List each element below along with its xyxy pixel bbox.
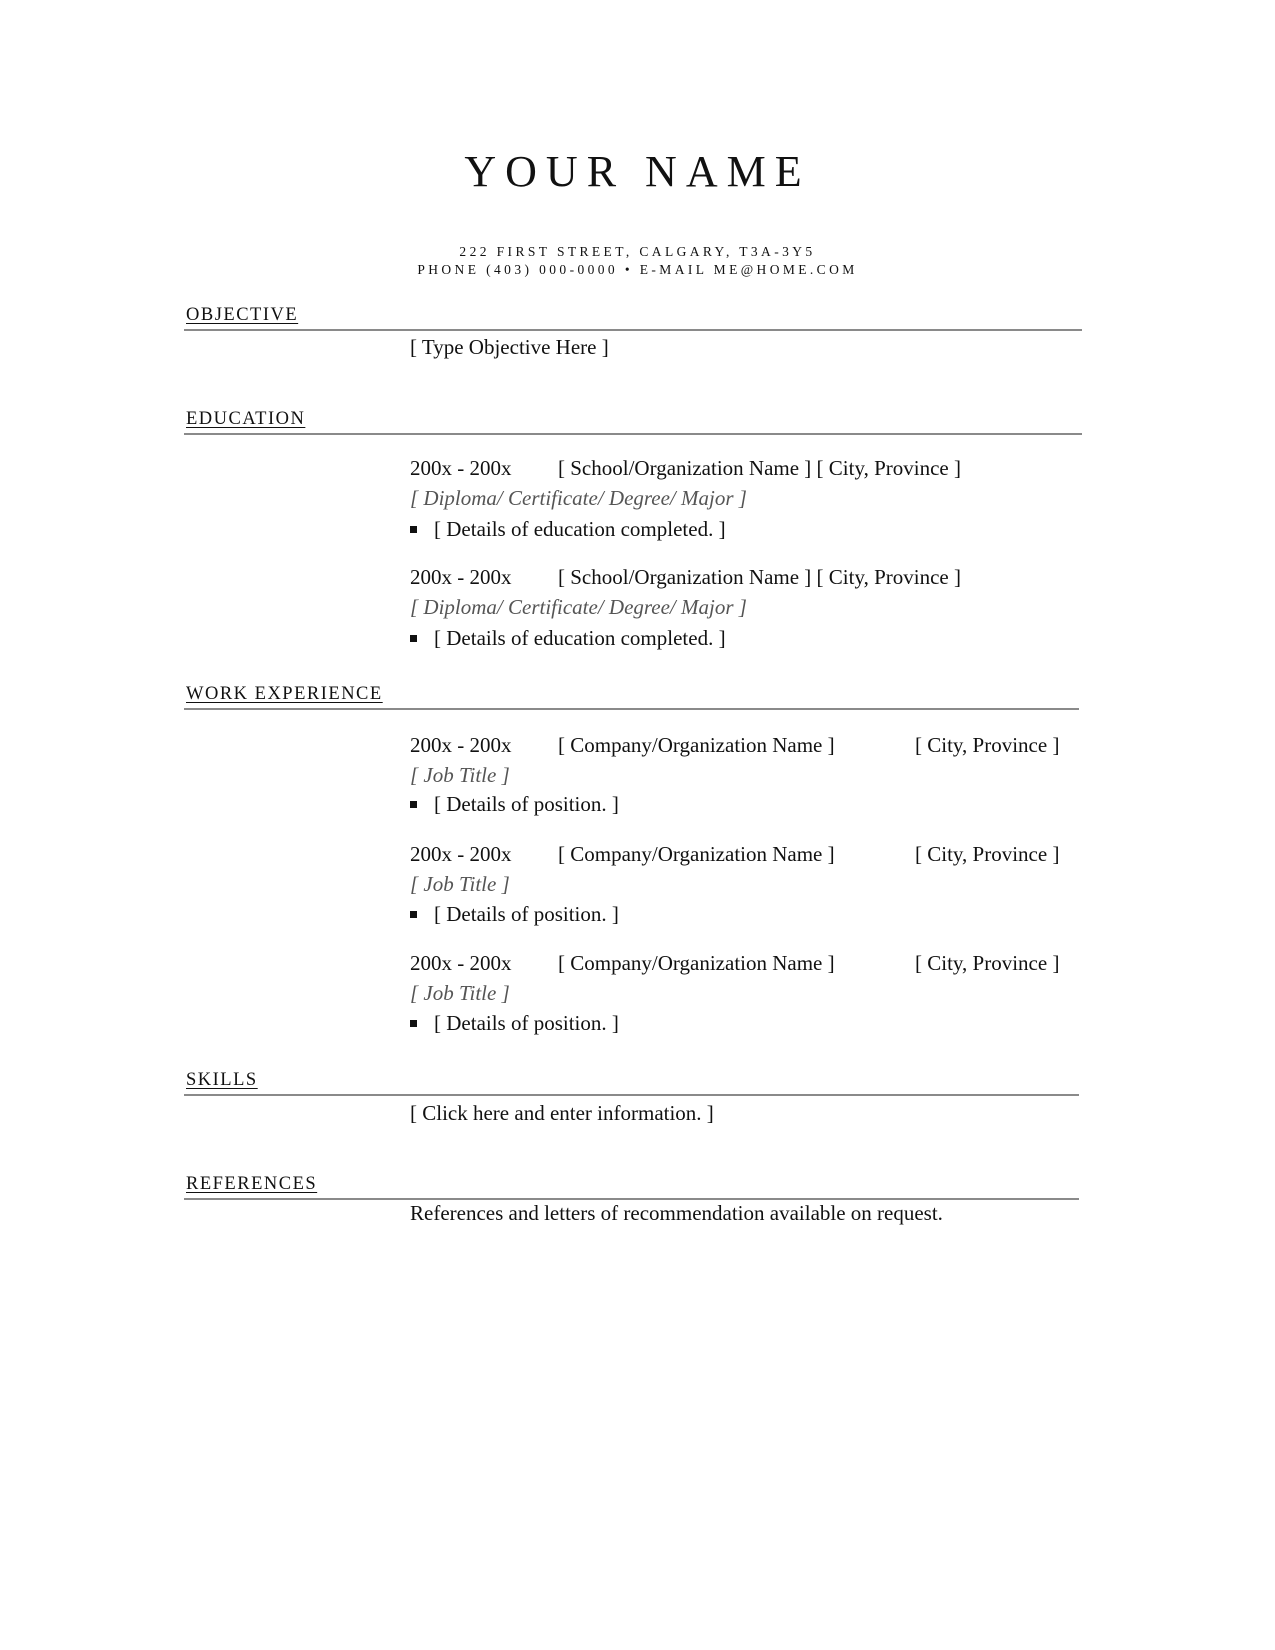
skills-rule	[184, 1094, 1079, 1096]
objective-heading: OBJECTIVE	[186, 305, 299, 325]
education-credential[interactable]: [ Diploma/ Certificate/ Degree/ Major ]	[410, 595, 747, 619]
address-line: 222 FIRST STREET, CALGARY, T3A-3Y5	[459, 244, 816, 259]
work-detail[interactable]: [ Details of position. ]	[434, 1011, 619, 1035]
objective-text[interactable]: [ Type Objective Here ]	[410, 335, 609, 359]
skills-text[interactable]: [ Click here and enter information. ]	[410, 1101, 714, 1125]
bullet-icon	[410, 526, 417, 533]
education-dates[interactable]: 200x - 200x	[410, 565, 512, 589]
bullet-icon	[410, 635, 417, 642]
work-experience-heading: WORK EXPERIENCE	[186, 684, 383, 704]
education-detail-row	[410, 626, 726, 651]
education-detail-row	[410, 517, 726, 542]
education-dates[interactable]: 200x - 200x	[410, 456, 512, 480]
work-location[interactable]: [ City, Province ]	[915, 733, 1060, 757]
work-company[interactable]: [ Company/Organization Name ]	[558, 951, 835, 975]
education-detail[interactable]: [ Details of education completed. ]	[434, 517, 726, 541]
work-experience-rule	[184, 708, 1079, 710]
bullet-icon	[410, 1020, 417, 1027]
work-detail[interactable]: [ Details of position. ]	[434, 902, 619, 926]
references-text: References and letters of recommendation available on request.	[410, 1201, 943, 1225]
work-dates[interactable]: 200x - 200x	[410, 951, 512, 975]
work-location[interactable]: [ City, Province ]	[915, 951, 1060, 975]
work-dates[interactable]: 200x - 200x	[410, 733, 512, 757]
work-detail-row	[410, 792, 619, 817]
work-detail-row	[410, 902, 619, 927]
work-company[interactable]: [ Company/Organization Name ]	[558, 733, 835, 757]
bullet-icon	[410, 911, 417, 918]
resume-name: YOUR NAME	[464, 147, 811, 196]
work-company[interactable]: [ Company/Organization Name ]	[558, 842, 835, 866]
objective-rule	[184, 329, 1082, 331]
work-job-title[interactable]: [ Job Title ]	[410, 981, 510, 1005]
work-job-title[interactable]: [ Job Title ]	[410, 763, 510, 787]
education-school[interactable]: [ School/Organization Name ] [ City, Province ]	[558, 565, 961, 589]
work-location[interactable]: [ City, Province ]	[915, 842, 1060, 866]
references-rule	[184, 1198, 1079, 1200]
references-heading: REFERENCES	[186, 1174, 318, 1194]
bullet-icon	[410, 801, 417, 808]
work-job-title[interactable]: [ Job Title ]	[410, 872, 510, 896]
work-detail-row	[410, 1011, 619, 1036]
work-dates[interactable]: 200x - 200x	[410, 842, 512, 866]
phone-email-line: PHONE (403) 000-0000 • E-MAIL ME@HOME.COM	[417, 262, 858, 277]
education-credential[interactable]: [ Diploma/ Certificate/ Degree/ Major ]	[410, 486, 747, 510]
education-detail[interactable]: [ Details of education completed. ]	[434, 626, 726, 650]
education-rule	[184, 433, 1082, 435]
education-heading: EDUCATION	[186, 409, 306, 429]
skills-heading: SKILLS	[186, 1070, 258, 1090]
education-school[interactable]: [ School/Organization Name ] [ City, Province ]	[558, 456, 961, 480]
work-detail[interactable]: [ Details of position. ]	[434, 792, 619, 816]
